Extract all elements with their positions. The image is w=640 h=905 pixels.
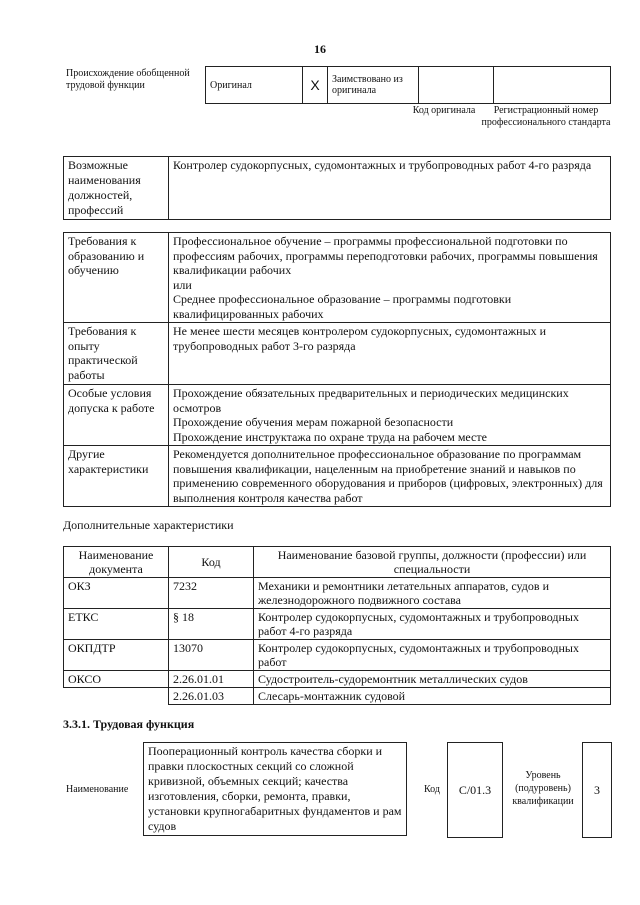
req-value [169, 385, 611, 446]
cell-code: 7232 [169, 578, 254, 609]
origin-reg-cell [494, 67, 611, 104]
cell-code: § 18 [169, 609, 254, 640]
cell-doc: ЕТКС [64, 609, 169, 640]
positions-label: Возможные наименования должностей, профессий [64, 157, 169, 220]
cell-doc: ОКСО [64, 671, 169, 688]
req-label: Особые условия допуска к работе [64, 385, 169, 446]
cell-code: 2.26.01.01 [169, 671, 254, 688]
req-value [169, 233, 611, 323]
table-row [64, 385, 611, 446]
cell-name: Контролер судокорпусных, судомонтажных и трубопроводных работ [254, 640, 611, 671]
positions-value: Контролер судокорпусных, судомонтажных и трубопроводных работ 4-го разряда [169, 157, 611, 220]
table-row [64, 688, 611, 705]
req-line: Профессиональное обучение – программы профессиональной подготовки по профессиям рабочих, программы переподготовки рабочих, программы повышения квалификации рабочих [173, 234, 598, 277]
cell-name: Судостроитель-судоремонтник металлических судов [254, 671, 611, 688]
cell-name: Контролер судокорпусных, судомонтажных и трубопроводных работ 4-го разряда [254, 609, 611, 640]
req-label: Требования к опыту практической работы [64, 323, 169, 385]
additional-table [63, 546, 611, 705]
page-number: 16 [314, 42, 326, 56]
req-label: Требования к образованию и обучению [64, 233, 169, 323]
cell-name: Механики и ремонтники летательных аппаратов, судов и железнодорожного подвижного состава [254, 578, 611, 609]
origin-table [205, 66, 611, 104]
cell-doc: ОКПДТР [64, 640, 169, 671]
cell-code: 13070 [169, 640, 254, 671]
origin-original: Оригинал [206, 67, 303, 104]
table-row [64, 640, 611, 671]
table-row [64, 578, 611, 609]
cell-doc: ОКЗ [64, 578, 169, 609]
table-row [64, 671, 611, 688]
table-row [64, 446, 611, 507]
req-line: или [173, 277, 192, 292]
origin-label: Происхождение обобщенной трудовой функции [66, 68, 190, 91]
level-box: 3 [582, 742, 612, 838]
origin-borrowed: Заимствовано из оригинала [328, 67, 419, 104]
table-row [64, 323, 611, 385]
req-line: Прохождение обязательных предварительных и периодических медицинских осмотров [173, 386, 569, 415]
req-line: Не менее шести месяцев контролером судокорпусных, судомонтажных и трубопроводных работ 3-го разряда [173, 324, 547, 353]
additional-heading: Дополнительные характеристики [63, 518, 234, 532]
header-code: Код [169, 547, 254, 578]
req-line: Прохождение инструктажа по охране труда на рабочем месте [173, 429, 487, 444]
header-name: Наименование базовой группы, должности (профессии) или специальности [254, 547, 611, 578]
labor-function-heading: 3.3.1. Трудовая функция [63, 717, 195, 731]
req-line: Рекомендуется дополнительное профессиональное образование по программам повышения квалификации, нацеленным на приобретение знаний и навыков по применению современного оборудования и приборов (цифровых, электронных) для выполнения контроля качества работ [173, 447, 603, 505]
table-row [64, 233, 611, 323]
table-row [64, 609, 611, 640]
req-line: Прохождение обучения мерам пожарной безопасности [173, 415, 454, 429]
req-value [169, 323, 611, 385]
req-value [169, 446, 611, 507]
level-label: Уровень (подуровень) квалификации [512, 770, 574, 807]
code-label: Код [424, 784, 440, 795]
function-code-box: C/01.3 [447, 742, 503, 838]
positions-table [63, 156, 611, 220]
table-header-row [64, 547, 611, 578]
origin-code-cell [419, 67, 494, 104]
req-line: Среднее профессиональное образование – программы подготовки квалифицированных рабочих [173, 292, 512, 321]
cell-doc [64, 688, 169, 705]
requirements-table [63, 232, 611, 507]
header-doc: Наименование документа [64, 547, 169, 578]
code-caption: Код оригинала [412, 105, 476, 116]
origin-mark: X [303, 67, 328, 104]
cell-code: 2.26.01.03 [169, 688, 254, 705]
req-label: Другие характеристики [64, 446, 169, 507]
name-label: Наименование [66, 784, 129, 795]
reg-caption: Регистрационный номер профессионального стандарта [481, 105, 611, 128]
function-name-box: Пооперационный контроль качества сборки и правки плоскостных секций со сложной кривизной, объемных секций; качества изготовления, сборки, ремонта, правки, установки крупногабаритных фундаментов и рам судов [143, 742, 407, 836]
cell-name: Слесарь-монтажник судовой [254, 688, 611, 705]
